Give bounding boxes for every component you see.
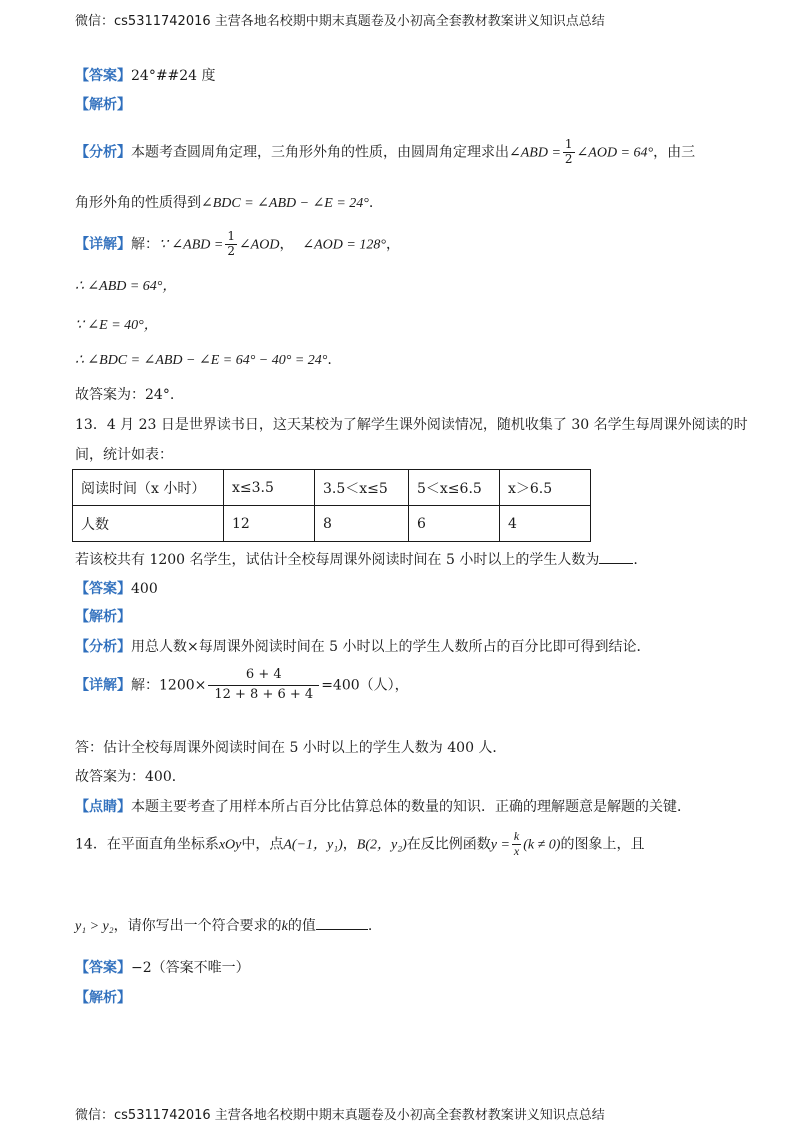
fenxi-text: ，由三 [653,144,696,161]
fraction-numerator: k [513,829,520,843]
analysis-tag: 【解析】 [75,990,131,1006]
stem-text: 在反比例函数 [406,836,491,853]
point-a: A(−1，y₁) [283,837,343,853]
page-footer: 微信：cs5311742016 主营各地名校期中期末真题卷及小初高全套教材教案讲义知识点总结 [75,1108,605,1123]
step-end: . [327,352,332,368]
table-header-row [73,470,591,506]
xiangjie-text: ， [385,236,400,253]
q12-fenxi-line [75,138,695,167]
fraction [208,668,319,703]
fenxi-text: . [368,195,374,211]
fraction [563,138,575,167]
final-value: 24° [145,387,170,403]
analysis-tag: 【解析】 [75,97,131,113]
point-b: B(2，y₂) [356,837,407,853]
fraction-numerator: 6 + 4 [208,668,319,686]
answer-tag: 【答案】 [75,581,131,597]
xiangjie-text: 解：1200× [131,677,207,694]
fraction-denominator: x [513,843,520,858]
q14-stem-line-1 [75,830,644,859]
q13-analysis-line [75,606,131,626]
q13-answer-line [75,578,158,598]
xiangjie-text: 解： [131,236,159,253]
fenxi-tag: 【分析】 [75,144,131,161]
q13-reply: 答：估计全校每周课外阅读时间在 5 小时以上的学生人数为 400 人． [75,740,507,756]
q13-stem-line-1: 13．4 月 23 日是世界读书日，这天某校为了解学生课外阅读情况，随机收集了 30 名学生每周课外阅读的时 [75,417,748,433]
math-expression: ∴ ∠BDC = ∠ABD − ∠E = 64° − 40° = 24° [75,353,328,368]
q12-analysis-line [75,94,131,114]
answer-value: 24°##24 度 [131,68,216,84]
table-cell: x＞6.5 [500,470,591,506]
q12-step-3 [75,352,332,369]
table-cell: x≤3.5 [224,470,315,506]
fraction-denominator: 12 + 8 + 6 + 4 [214,686,314,702]
final-text: 故答案为： [75,387,145,403]
q14-answer-line [75,957,250,977]
xiangjie-text: =400（人）， [321,677,409,694]
stem-text: ， [342,836,357,853]
table-cell: 5＜x≤6.5 [409,470,500,506]
math-expression: ∠AOD = 64° [576,145,654,161]
fraction-denominator: 2 [564,151,573,166]
xiangjie-text: ， [279,236,294,253]
table-cell: 6 [409,506,500,542]
math-expression: k [281,919,288,934]
stem-text: ，请你写出一个符合要求的 [113,918,282,934]
table-cell: 阅读时间（x 小时） [73,470,224,506]
math-expression: xOy [218,837,242,853]
table-cell: 4 [500,506,591,542]
table-cell: 人数 [73,506,224,542]
q12-answer-line [75,65,216,85]
q14-analysis-line [75,987,131,1007]
fraction-denominator: 2 [227,243,235,258]
math-expression: y₁ > y₂ [75,919,114,934]
math-expression: ∠BDC = ∠ABD − ∠E = 24° [201,196,369,211]
dianjing-tag: 【点睛】 [75,799,131,815]
q12-step-1: ∴ ∠ABD = 64°， [75,279,177,294]
q12-xiangjie-line [75,230,400,259]
answer-value: 400 [131,581,158,597]
xiangjie-tag: 【详解】 [75,677,131,694]
q12-step-2: ∵ ∠E = 40°， [75,318,158,333]
q12-final-answer [75,384,174,404]
question-end: . [633,552,638,568]
answer-blank [316,918,368,930]
fraction-numerator: 1 [227,229,235,243]
final-end: . [169,387,175,403]
q12-fenxi-line-2 [75,192,373,212]
stem-text: 的值 [287,918,316,934]
q14-stem-line-2 [75,915,372,935]
stem-text: 14．在平面直角坐标系 [75,836,219,853]
fenxi-text: 用总人数×每周课外阅读时间在 5 小时以上的学生人数所占的百分比即可得到结论． [131,639,651,655]
answer-value: −2 [131,960,152,976]
q13-stem-line-2: 间，统计如表： [75,447,173,463]
fraction-numerator: 1 [564,137,573,151]
q13-dianjing-line [75,796,691,816]
math-expression: ∠AOD [238,237,280,253]
answer-tag: 【答案】 [75,960,131,976]
math-expression: y = [490,837,510,853]
table-row [73,506,591,542]
answer-note: （答案不唯一） [151,960,250,976]
q13-question-line [75,549,638,569]
fenxi-tag: 【分析】 [75,639,131,655]
table-cell: 12 [224,506,315,542]
answer-tag: 【答案】 [75,68,131,84]
q13-final-answer: 故答案为：400． [75,769,186,785]
fenxi-text: 角形外角的性质得到 [75,195,201,211]
fraction [512,830,521,859]
stem-text: 中，点 [241,836,284,853]
math-expression: ∵ ∠ABD = [159,237,224,253]
answer-blank [599,552,633,564]
reading-time-table [72,469,591,542]
question-text: 若该校共有 1200 名学生，试估计全校每周课外阅读时间在 5 小时以上的学生人数为 [75,552,600,568]
table-cell: 8 [315,506,409,542]
analysis-tag: 【解析】 [75,609,131,625]
dianjing-text: 本题主要考查了用样本所占百分比估算总体的数量的知识．正确的理解题意是解题的关键． [131,799,691,815]
stem-text: 的图象上，且 [560,836,645,853]
fenxi-text: 本题考查圆周角定理，三角形外角的性质，由圆周角定理求出 [131,144,509,161]
math-expression: ∠ABD = [509,145,561,161]
math-expression: (k ≠ 0) [523,837,561,853]
q13-fenxi-line [75,636,651,656]
fraction [225,230,237,259]
xiangjie-tag: 【详解】 [75,236,131,253]
math-expression: ∠AOD = 128° [302,237,386,253]
table-cell: 3.5＜x≤5 [315,470,409,506]
page-header: 微信：cs5311742016 主营各地名校期中期末真题卷及小初高全套教材教案讲义知识点总结 [75,14,605,29]
stem-text: . [367,918,373,934]
q13-xiangjie-line [75,668,409,703]
